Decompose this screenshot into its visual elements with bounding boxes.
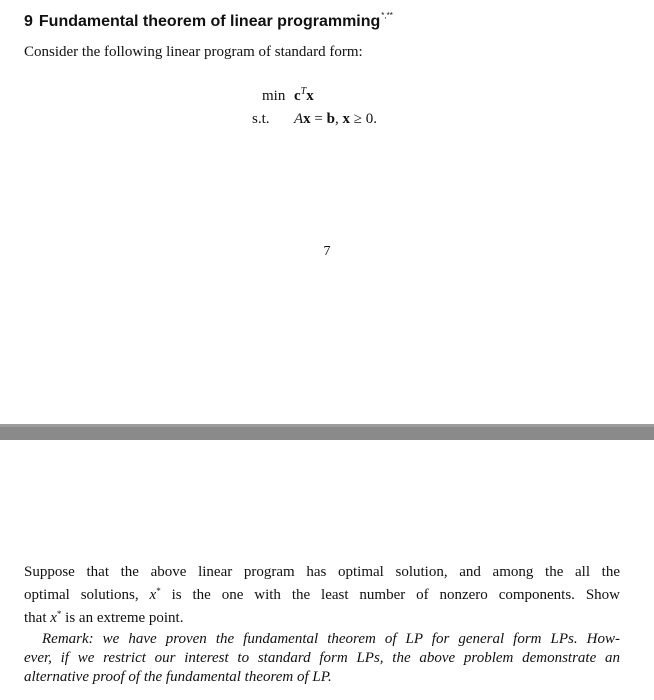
remark-line-2: ever, if we restrict our interest to standard form LPs, the above problem demonstrate an <box>24 650 620 666</box>
remark-line-3: alternative proof of the fundamental theorem of LP. <box>24 669 332 685</box>
optimal-var: x <box>149 587 157 603</box>
constraint-eq: = <box>310 111 327 127</box>
page-number: 7 <box>323 244 331 259</box>
problem-statement <box>24 563 620 628</box>
constraint-row <box>252 108 377 131</box>
objective-x: x <box>306 88 314 104</box>
page-separator <box>0 424 654 440</box>
remark <box>24 630 620 687</box>
constraint-comma: , <box>334 111 343 127</box>
problem-line-2 <box>24 582 620 605</box>
remark-line-1: Remark: we have proven the fundamental theorem of LP for general form LPs. How- <box>42 631 620 647</box>
constraint-b: b <box>326 111 335 127</box>
optimal-star: * <box>156 586 161 596</box>
objective-row <box>262 80 377 108</box>
problem-line-3-end: is an extreme point. <box>61 610 184 626</box>
objective-label: min <box>262 88 286 104</box>
constraint-x-nonneg: x <box>342 111 350 127</box>
objective-c: c <box>294 88 301 104</box>
section-heading <box>24 11 393 31</box>
intro-text: Consider the following linear program of standard form: <box>24 44 363 60</box>
problem-line-1: Suppose that the above linear program has optimal solution, and among the all the <box>24 564 620 580</box>
section-title: Fundamental theorem of linear programming <box>38 13 381 30</box>
extreme-star: * <box>56 609 62 619</box>
objective-transpose: T <box>300 86 307 97</box>
page-separator-highlight <box>0 424 654 427</box>
problem-line-2-start: optimal solutions, <box>24 587 150 603</box>
constraint-x: x <box>303 111 311 127</box>
constraint-label: s.t. <box>252 111 270 127</box>
problem-line-3-start: that <box>24 610 51 626</box>
constraint-geq: ≥ 0. <box>349 111 377 127</box>
difficulty-marks: *,** <box>381 11 393 20</box>
linear-program <box>252 80 377 131</box>
problem-line-3 <box>24 605 620 628</box>
extreme-var: x <box>50 610 57 626</box>
constraint-matrix: A <box>294 111 304 127</box>
problem-line-2-end: is the one with the least number of nonzero components. Show <box>160 587 620 603</box>
section-number: 9 <box>24 13 33 30</box>
